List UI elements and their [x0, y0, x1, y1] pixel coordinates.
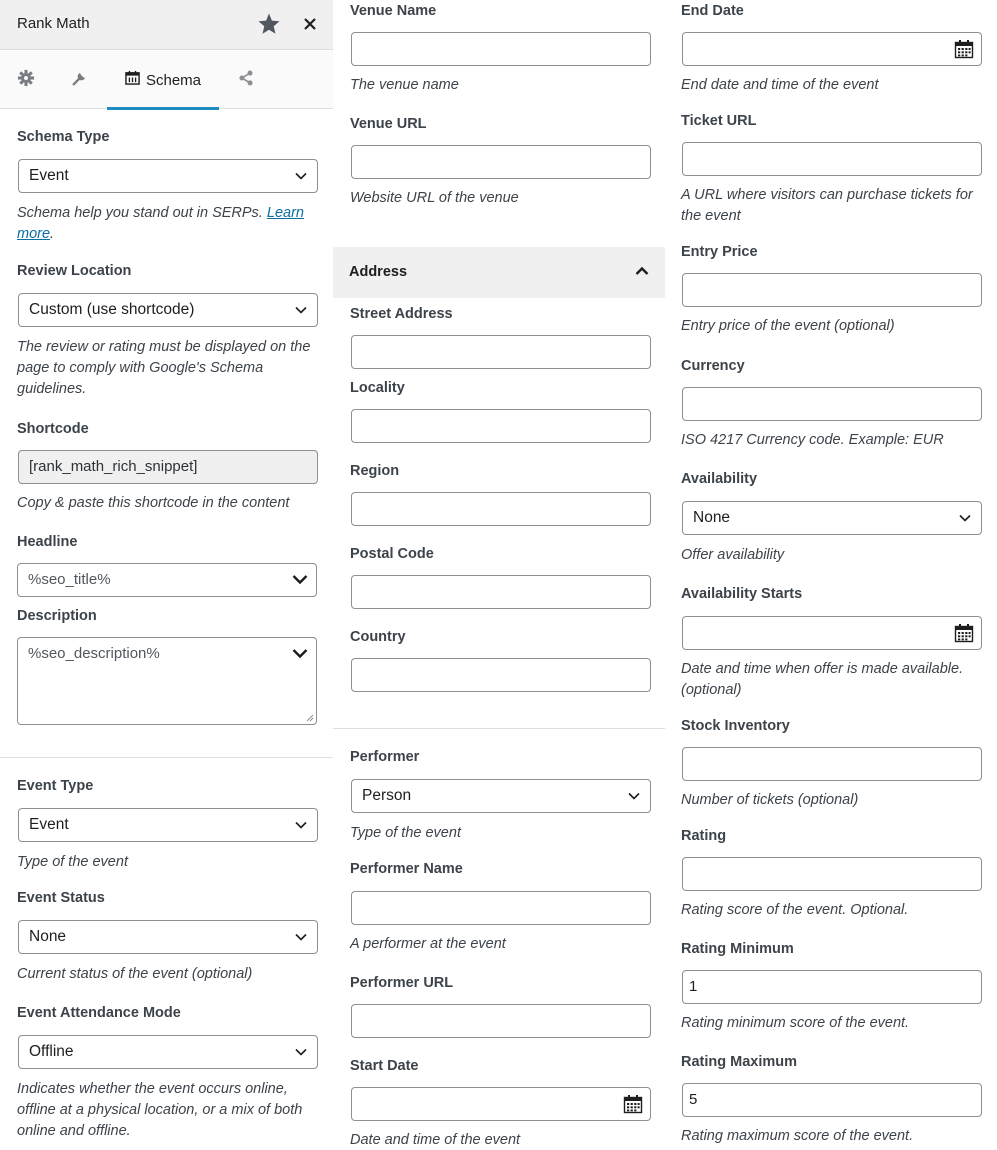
calendar-icon	[125, 70, 140, 90]
ticket-url-input[interactable]	[682, 142, 982, 176]
performer-select[interactable]	[351, 779, 651, 813]
shortcode-value: [rank_math_rich_snippet]	[29, 458, 198, 475]
variable-dropdown-chevron-icon[interactable]	[292, 573, 308, 586]
shortcode-label: Shortcode	[17, 421, 89, 437]
gear-icon	[17, 69, 35, 92]
attendance-mode-help: Indicates whether the event occurs online, offline at a physical location, or a mix of both online and offline.	[17, 1081, 303, 1139]
tab-schema[interactable]	[107, 51, 219, 109]
availability-label: Availability	[681, 471, 758, 487]
resize-grip-icon[interactable]	[306, 714, 314, 722]
chevron-down-icon	[295, 171, 307, 181]
stock-inventory-help: Number of tickets (optional)	[681, 792, 859, 808]
panel-header	[0, 0, 333, 50]
start-date-label: Start Date	[350, 1058, 419, 1074]
description-label: Description	[17, 608, 97, 624]
street-address-input[interactable]	[351, 335, 651, 369]
availability-help: Offer availability	[681, 547, 785, 563]
rating-help: Rating score of the event. Optional.	[681, 902, 909, 918]
ticket-url-label: Ticket URL	[681, 113, 757, 129]
description-value: %seo_description%	[28, 645, 160, 662]
schema-type-help-text: Schema help you stand out in SERPs.	[17, 205, 267, 221]
schema-type-select[interactable]	[18, 159, 318, 193]
section-divider	[0, 757, 333, 758]
schema-type-help	[17, 203, 317, 245]
event-status-help: Current status of the event (optional)	[17, 966, 253, 982]
headline-label: Headline	[17, 534, 78, 550]
event-type-label: Event Type	[17, 778, 94, 794]
rating-max-label: Rating Maximum	[681, 1054, 798, 1070]
calendar-icon[interactable]	[954, 623, 974, 643]
wrench-icon	[71, 69, 89, 92]
schema-panel-column-2	[333, 0, 665, 1150]
tab-advanced[interactable]	[62, 51, 98, 109]
venue-url-help: Website URL of the venue	[350, 190, 519, 206]
rating-min-value: 1	[689, 978, 698, 995]
performer-url-label: Performer URL	[350, 975, 454, 991]
chevron-down-icon	[628, 791, 640, 801]
currency-label: Currency	[681, 358, 745, 374]
venue-url-input[interactable]	[351, 145, 651, 179]
entry-price-help: Entry price of the event (optional)	[681, 318, 895, 334]
performer-value: Person	[362, 787, 412, 804]
venue-name-help: The venue name	[350, 77, 459, 93]
close-icon[interactable]	[299, 13, 321, 35]
end-date-label: End Date	[681, 3, 744, 19]
start-date-input[interactable]	[351, 1087, 651, 1121]
variable-dropdown-chevron-icon[interactable]	[292, 647, 308, 660]
availability-select[interactable]	[682, 501, 982, 535]
venue-name-label: Venue Name	[350, 3, 437, 19]
shortcode-help: Copy & paste this shortcode in the content	[17, 495, 290, 511]
section-divider	[333, 728, 665, 729]
tab-schema-label: Schema	[145, 71, 202, 89]
locality-input[interactable]	[351, 409, 651, 443]
calendar-icon[interactable]	[623, 1094, 643, 1114]
availability-starts-help: Date and time when offer is made available. (optional)	[681, 661, 964, 698]
rating-min-input[interactable]	[682, 970, 982, 1004]
performer-label: Performer	[350, 749, 420, 765]
learn-more-link[interactable]: Learn	[266, 205, 304, 221]
learn-more-link-cont[interactable]: more	[17, 226, 51, 242]
review-location-help: The review or rating must be displayed on the page to comply with Google's Schema guidelines.	[17, 339, 311, 397]
chevron-down-icon	[295, 820, 307, 830]
performer-url-input[interactable]	[351, 1004, 651, 1038]
availability-value: None	[693, 509, 731, 526]
rating-min-label: Rating Minimum	[681, 941, 794, 957]
venue-name-input[interactable]	[351, 32, 651, 66]
street-address-label: Street Address	[350, 306, 453, 322]
headline-field[interactable]	[17, 563, 317, 597]
end-date-input[interactable]	[682, 32, 982, 66]
headline-value: %seo_title%	[28, 571, 111, 588]
schema-panel-column-3	[665, 0, 997, 1150]
ticket-url-help: A URL where visitors can purchase tickets for the event	[681, 187, 973, 224]
rating-min-help: Rating minimum score of the event.	[681, 1015, 910, 1031]
shortcode-field[interactable]	[18, 450, 318, 484]
review-location-value: Custom (use shortcode)	[29, 301, 195, 318]
rating-max-value: 5	[689, 1091, 698, 1108]
tab-social[interactable]	[228, 51, 264, 109]
locality-label: Locality	[350, 380, 405, 396]
availability-starts-input[interactable]	[682, 616, 982, 650]
country-input[interactable]	[351, 658, 651, 692]
availability-starts-label: Availability Starts	[681, 586, 803, 602]
event-status-label: Event Status	[17, 890, 105, 906]
rating-label: Rating	[681, 828, 727, 844]
attendance-mode-label: Event Attendance Mode	[17, 1005, 181, 1021]
country-label: Country	[350, 629, 406, 645]
address-section-title: Address	[349, 264, 408, 280]
stock-inventory-label: Stock Inventory	[681, 718, 790, 734]
schema-type-value: Event	[29, 167, 69, 184]
panel-title: Rank Math	[17, 15, 90, 32]
entry-price-input[interactable]	[682, 273, 982, 307]
event-type-value: Event	[29, 816, 69, 833]
rating-max-help: Rating maximum score of the event.	[681, 1128, 914, 1144]
schema-panel-column-1	[0, 0, 333, 1150]
performer-name-input[interactable]	[351, 891, 651, 925]
review-location-label: Review Location	[17, 263, 132, 279]
postal-code-label: Postal Code	[350, 546, 434, 562]
chevron-down-icon	[959, 513, 971, 523]
currency-input[interactable]	[682, 387, 982, 421]
stock-inventory-input[interactable]	[682, 747, 982, 781]
chevron-down-icon	[295, 1047, 307, 1057]
help-suffix: .	[50, 226, 55, 242]
chevron-up-icon	[635, 266, 649, 276]
chevron-down-icon	[295, 305, 307, 315]
currency-help: ISO 4217 Currency code. Example: EUR	[681, 432, 944, 448]
chevron-down-icon	[295, 932, 307, 942]
performer-name-help: A performer at the event	[350, 936, 506, 952]
start-date-help: Date and time of the event	[350, 1132, 521, 1148]
region-input[interactable]	[351, 492, 651, 526]
entry-price-label: Entry Price	[681, 244, 758, 260]
schema-type-label: Schema Type	[17, 129, 110, 145]
address-section-toggle[interactable]	[333, 247, 665, 298]
attendance-mode-select[interactable]	[18, 1035, 318, 1069]
description-textarea[interactable]	[17, 637, 317, 725]
calendar-icon[interactable]	[954, 39, 974, 59]
event-type-select[interactable]	[18, 808, 318, 842]
event-status-select[interactable]	[18, 920, 318, 954]
end-date-help: End date and time of the event	[681, 77, 879, 93]
tab-general[interactable]	[8, 51, 44, 109]
tab-bar	[0, 51, 333, 109]
share-icon	[237, 69, 255, 92]
region-label: Region	[350, 463, 400, 479]
rating-max-input[interactable]	[682, 1083, 982, 1117]
postal-code-input[interactable]	[351, 575, 651, 609]
event-type-help: Type of the event	[17, 854, 128, 870]
event-status-value: None	[29, 928, 67, 945]
performer-help: Type of the event	[350, 825, 461, 841]
performer-name-label: Performer Name	[350, 861, 463, 877]
venue-url-label: Venue URL	[350, 116, 427, 132]
review-location-select[interactable]	[18, 293, 318, 327]
attendance-mode-value: Offline	[29, 1043, 74, 1060]
rating-input[interactable]	[682, 857, 982, 891]
star-icon[interactable]	[256, 12, 282, 36]
